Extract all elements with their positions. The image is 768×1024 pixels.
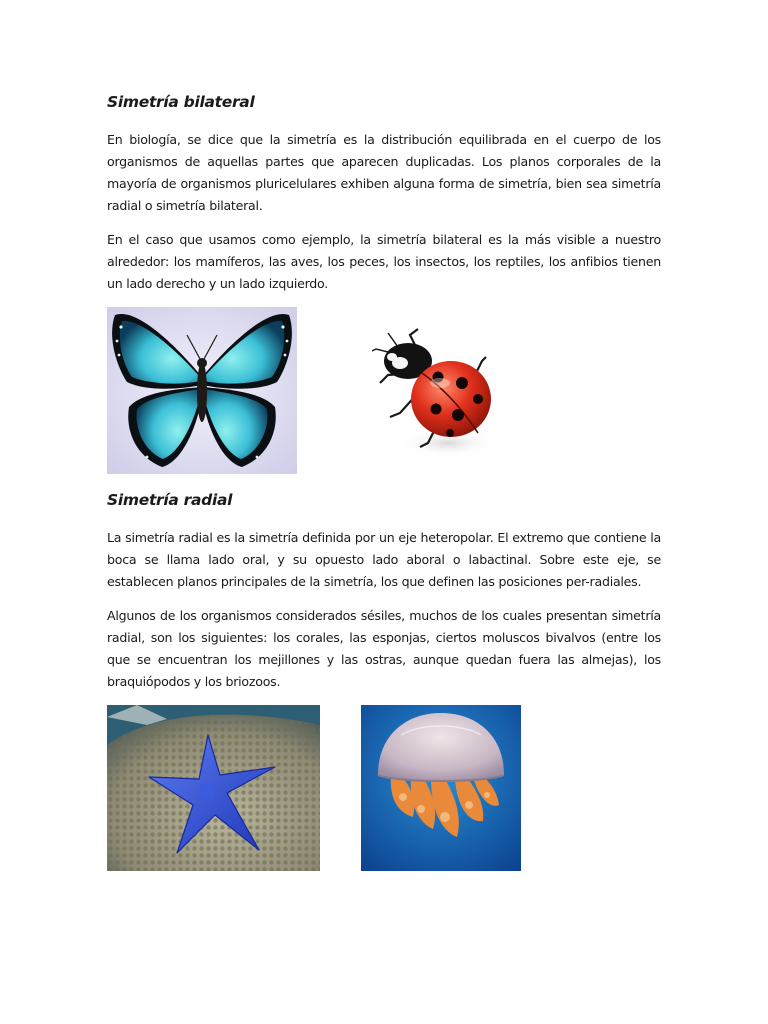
ladybug-image (358, 313, 508, 471)
jellyfish-image (361, 705, 521, 871)
butterfly-image (107, 307, 297, 474)
paragraph-bilateral-1: En biología, se dice que la simetría es la distribución equilibrada en el cuerpo de los organismos de aquellas partes que aparecen duplicadas. Los planos corporales de la mayoría de organismos pluricelulares exhiben alguna forma de simetría, bien sea simetría radial o simetría bilateral. (107, 132, 661, 213)
paragraph-bilateral-2: En el caso que usamos como ejemplo, la simetría bilateral es la más visible a nuestro alrededor: los mamíferos, las aves, los peces, los insectos, los reptiles, los anfibios tienen un lado derecho y un lado izquierdo. (107, 232, 661, 291)
section-heading-radial: Simetría radial (107, 491, 233, 509)
starfish-image (107, 705, 320, 871)
section-heading-bilateral: Simetría bilateral (107, 93, 255, 111)
paragraph-radial-1: La simetría radial es la simetría definida por un eje heteropolar. El extremo que contiene la boca se llama lado oral, y su opuesto lado aboral o labactinal. Sobre este eje, se establecen planos principales de la simetría, los que definen las posiciones per-radiales. (107, 530, 661, 589)
paragraph-radial-2: Algunos de los organismos considerados sésiles, muchos de los cuales presentan simetría radial, son los siguientes: los corales, las esponjas, ciertos moluscos bivalvos (entre los que se encuentran los mejillones y las ostras, aunque quedan fuera las almejas), los braquiópodos y los briozoos. (107, 608, 661, 689)
